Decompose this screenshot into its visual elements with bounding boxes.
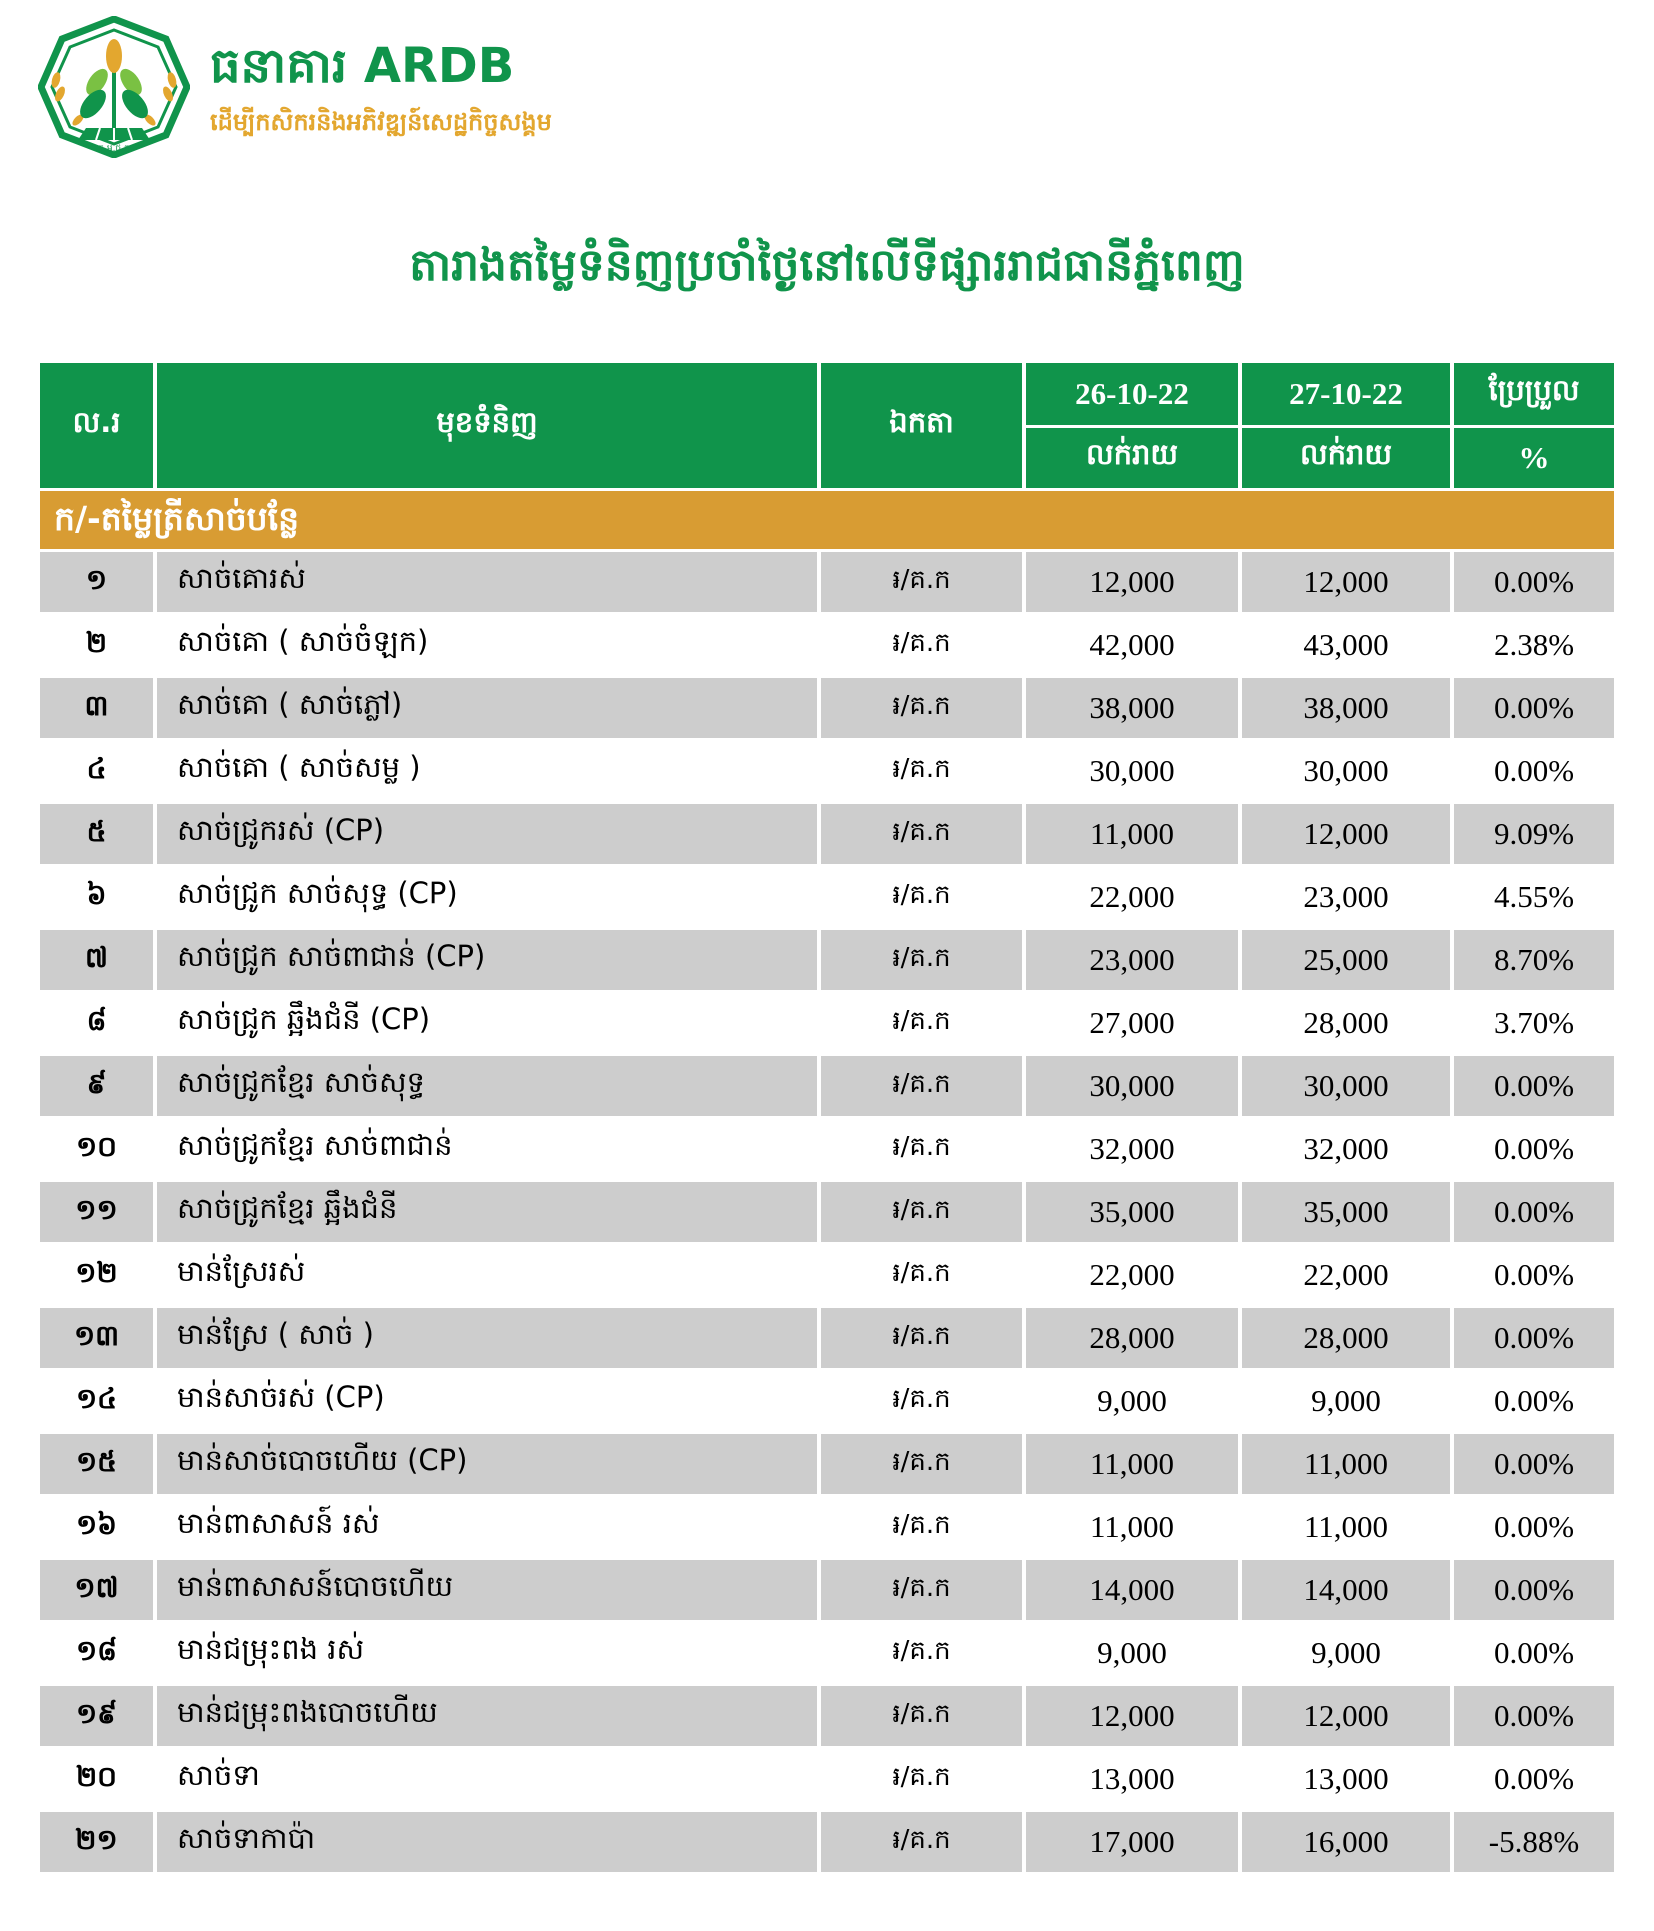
price-27-10-22-cell: 9,000 <box>1311 1635 1381 1670</box>
change-percent-cell: 0.00% <box>1454 1434 1614 1494</box>
price-26-10-22-cell: 12,000 <box>1026 1686 1238 1746</box>
section-header: ក/-តម្លៃត្រីសាច់បន្លែ <box>40 491 1614 549</box>
row-number-cell: ៩ <box>40 1056 153 1116</box>
item-name-cell: សាច់គោរស់ <box>157 552 817 612</box>
table-row <box>40 993 1614 1053</box>
row-number-cell: ៧ <box>40 930 153 990</box>
row-number-cell: ១៤ <box>75 1381 117 1415</box>
unit-cell: ៛/គ.ក <box>892 1258 951 1288</box>
price-26-10-22-cell: 23,000 <box>1026 930 1238 990</box>
unit-cell: ៛/គ.ក <box>821 1686 1022 1746</box>
unit-cell: ៛/គ.ក <box>892 1510 951 1540</box>
price-26-10-22-cell: 12,000 <box>1026 552 1238 612</box>
row-number-cell: ២ <box>85 625 108 659</box>
unit-cell: ៛/គ.ក <box>892 880 951 910</box>
change-percent-cell: 0.00% <box>1454 552 1614 612</box>
unit-cell: ៛/គ.ក <box>821 1434 1022 1494</box>
unit-cell: ៛/គ.ក <box>821 804 1022 864</box>
item-name-cell: សាច់គោ ( សាច់ចំឡក) <box>177 624 429 658</box>
unit-cell: ៛/គ.ក <box>892 754 951 784</box>
item-name-cell: សាច់ជ្រូក សាច់សុទ្ធ (CP) <box>177 876 458 910</box>
price-27-10-22-cell: 22,000 <box>1303 1257 1389 1292</box>
unit-cell: ៛/គ.ក <box>821 1056 1022 1116</box>
table-body <box>40 552 1614 1872</box>
unit-cell: ៛/គ.ក <box>821 1308 1022 1368</box>
bank-logo <box>38 16 552 162</box>
ardb-emblem-icon <box>38 16 190 162</box>
price-26-10-22-cell: 22,000 <box>1089 879 1175 914</box>
price-27-10-22-cell: 35,000 <box>1242 1182 1450 1242</box>
item-name-cell: សាច់ជ្រូករស់ (CP) <box>157 804 817 864</box>
change-percent-cell: 2.38% <box>1493 627 1575 662</box>
price-26-10-22-cell: 11,000 <box>1089 1509 1175 1544</box>
unit-cell: ៛/គ.ក <box>821 1560 1022 1620</box>
change-percent-cell: 8.70% <box>1454 930 1614 990</box>
price-27-10-22-cell: 12,000 <box>1242 552 1450 612</box>
unit-cell: ៛/គ.ក <box>892 1132 951 1162</box>
change-percent-cell: 0.00% <box>1454 1560 1614 1620</box>
row-number-cell: ១ <box>40 552 153 612</box>
table-row <box>40 804 1614 864</box>
table-row <box>40 1812 1614 1872</box>
price-27-10-22-cell: 30,000 <box>1303 753 1389 788</box>
item-name-cell: សាច់ជ្រូកខ្មែរ សាច់ពាជាន់ <box>177 1128 453 1162</box>
item-name-cell: សាច់ជ្រូក ឆ្អឹងជំនី (CP) <box>177 1002 431 1036</box>
price-26-10-22-cell: 32,000 <box>1089 1131 1175 1166</box>
table-row <box>40 1182 1614 1242</box>
change-percent-cell: 0.00% <box>1454 1182 1614 1242</box>
price-26-10-22-cell: 22,000 <box>1089 1257 1175 1292</box>
change-percent-cell: 9.09% <box>1454 804 1614 864</box>
change-percent-cell: 0.00% <box>1493 1383 1575 1418</box>
unit-cell: ៛/គ.ក <box>821 930 1022 990</box>
price-27-10-22-cell: 14,000 <box>1242 1560 1450 1620</box>
row-number-cell: ១៣ <box>40 1308 153 1368</box>
header-percent: % <box>1454 428 1614 488</box>
header-retail-2: លក់រាយ <box>1242 428 1450 488</box>
change-percent-cell: 0.00% <box>1493 1509 1575 1544</box>
emblem-caption: ធ.អ.ជ.ក <box>98 144 130 154</box>
price-26-10-22-cell: 13,000 <box>1089 1761 1175 1796</box>
price-27-10-22-cell: 28,000 <box>1303 1005 1389 1040</box>
change-percent-cell: 0.00% <box>1493 1131 1575 1166</box>
price-26-10-22-cell: 38,000 <box>1026 678 1238 738</box>
price-27-10-22-cell: 28,000 <box>1242 1308 1450 1368</box>
table-row <box>40 552 1614 612</box>
row-number-cell: ២១ <box>40 1812 153 1872</box>
item-name-cell: មាន់ពាសាសន៍ រស់ <box>177 1506 380 1540</box>
table-row <box>40 1749 1614 1809</box>
row-number-cell: ១៥ <box>40 1434 153 1494</box>
unit-cell: ៛/គ.ក <box>892 1006 951 1036</box>
change-percent-cell: 0.00% <box>1493 1635 1575 1670</box>
row-number-cell: ១២ <box>75 1255 118 1289</box>
table-row <box>40 1497 1614 1557</box>
table-row <box>40 930 1614 990</box>
table-row <box>40 1245 1614 1305</box>
price-27-10-22-cell: 13,000 <box>1303 1761 1389 1796</box>
table-row <box>40 1623 1614 1683</box>
header-retail-1: លក់រាយ <box>1026 428 1238 488</box>
table-row <box>40 1371 1614 1431</box>
price-26-10-22-cell: 17,000 <box>1026 1812 1238 1872</box>
table-row <box>40 1056 1614 1116</box>
change-percent-cell: 0.00% <box>1454 1308 1614 1368</box>
price-26-10-22-cell: 14,000 <box>1026 1560 1238 1620</box>
table-header <box>40 363 1614 488</box>
price-26-10-22-cell: 30,000 <box>1026 1056 1238 1116</box>
change-percent-cell: 0.00% <box>1454 1686 1614 1746</box>
table-row <box>40 867 1614 927</box>
header-no: ល.រ <box>40 363 153 488</box>
table-row <box>40 615 1614 675</box>
change-percent-cell: 0.00% <box>1493 1257 1575 1292</box>
unit-cell: ៛/គ.ក <box>892 628 951 658</box>
table-row <box>40 1560 1614 1620</box>
item-name-cell: មាន់សាច់បោចហើយ (CP) <box>157 1434 817 1494</box>
price-26-10-22-cell: 9,000 <box>1097 1635 1167 1670</box>
bank-name: ធនាគារ ARDB <box>210 38 515 94</box>
item-name-cell: មាន់ជម្រុះពង រស់ <box>177 1632 365 1666</box>
price-table <box>40 363 1614 1872</box>
table-row <box>40 678 1614 738</box>
price-26-10-22-cell: 11,000 <box>1026 1434 1238 1494</box>
unit-cell: ៛/គ.ក <box>821 1812 1022 1872</box>
change-percent-cell: -5.88% <box>1454 1812 1614 1872</box>
price-26-10-22-cell: 28,000 <box>1026 1308 1238 1368</box>
unit-cell: ៛/គ.ក <box>821 1182 1022 1242</box>
change-percent-cell: 0.00% <box>1493 1761 1575 1796</box>
table-row <box>40 1119 1614 1179</box>
item-name-cell: មាន់សាច់រស់ (CP) <box>177 1380 385 1414</box>
price-27-10-22-cell: 16,000 <box>1242 1812 1450 1872</box>
unit-cell: ៛/គ.ក <box>821 552 1022 612</box>
price-27-10-22-cell: 11,000 <box>1303 1509 1389 1544</box>
price-27-10-22-cell: 23,000 <box>1303 879 1389 914</box>
price-26-10-22-cell: 27,000 <box>1089 1005 1175 1040</box>
row-number-cell: ៣ <box>40 678 153 738</box>
item-name-cell: សាច់ទា <box>177 1758 260 1792</box>
row-number-cell: ១៩ <box>40 1686 153 1746</box>
change-percent-cell: 3.70% <box>1493 1005 1575 1040</box>
row-number-cell: ២០ <box>75 1759 117 1793</box>
price-27-10-22-cell: 12,000 <box>1242 804 1450 864</box>
bank-tagline: ដើម្បីកសិករនិងអភិវឌ្ឍន៍សេដ្ឋកិច្ចសង្គម <box>210 107 552 136</box>
row-number-cell: ៨ <box>86 1003 107 1037</box>
row-number-cell: ៥ <box>40 804 153 864</box>
header-unit: ឯកតា <box>821 363 1022 488</box>
price-27-10-22-cell: 38,000 <box>1242 678 1450 738</box>
item-name-cell: មាន់ស្រែរស់ <box>177 1254 306 1288</box>
item-name-cell: សាច់គោ ( សាច់សម្ល ) <box>177 750 421 784</box>
table-row <box>40 1308 1614 1368</box>
change-percent-cell: 4.55% <box>1493 879 1575 914</box>
header-item: មុខទំនិញ <box>157 363 817 488</box>
item-name-cell: សាច់គោ ( សាច់ភ្លៅ) <box>157 678 817 738</box>
item-name-cell: មាន់ពាសាសន៍បោចហើយ <box>157 1560 817 1620</box>
price-27-10-22-cell: 30,000 <box>1242 1056 1450 1116</box>
item-name-cell: សាច់ជ្រូកខ្មែរ សាច់សុទ្ធ <box>157 1056 817 1116</box>
unit-cell: ៛/គ.ក <box>892 1384 951 1414</box>
price-27-10-22-cell: 32,000 <box>1303 1131 1389 1166</box>
price-26-10-22-cell: 35,000 <box>1026 1182 1238 1242</box>
item-name-cell: សាច់ទាកាប៉ា <box>157 1812 817 1872</box>
table-row <box>40 1434 1614 1494</box>
unit-cell: ៛/គ.ក <box>892 1636 951 1666</box>
item-name-cell: សាច់ជ្រូក សាច់ពាជាន់ (CP) <box>157 930 817 990</box>
row-number-cell: ១៦ <box>75 1507 117 1541</box>
price-26-10-22-cell: 30,000 <box>1089 753 1175 788</box>
price-27-10-22-cell: 25,000 <box>1242 930 1450 990</box>
row-number-cell: ៦ <box>86 877 107 911</box>
price-26-10-22-cell: 42,000 <box>1089 627 1175 662</box>
header-date-1: 26-10-22 <box>1026 363 1238 425</box>
unit-cell: ៛/គ.ក <box>821 678 1022 738</box>
price-27-10-22-cell: 11,000 <box>1242 1434 1450 1494</box>
change-percent-cell: 0.00% <box>1454 1056 1614 1116</box>
price-26-10-22-cell: 11,000 <box>1026 804 1238 864</box>
header-change: ប្រែប្រួល <box>1454 363 1614 425</box>
price-27-10-22-cell: 43,000 <box>1303 627 1389 662</box>
unit-cell: ៛/គ.ក <box>892 1762 951 1792</box>
row-number-cell: ១៨ <box>75 1633 117 1667</box>
price-26-10-22-cell: 9,000 <box>1097 1383 1167 1418</box>
table-row <box>40 1686 1614 1746</box>
table-row <box>40 741 1614 801</box>
page-title: តារាងតម្លៃទំនិញប្រចាំថ្ងៃនៅលើទីផ្សាររាជធានីភ្នំពេញ <box>409 240 1245 291</box>
row-number-cell: ១១ <box>40 1182 153 1242</box>
item-name-cell: មាន់ស្រែ ( សាច់ ) <box>157 1308 817 1368</box>
price-27-10-22-cell: 12,000 <box>1242 1686 1450 1746</box>
row-number-cell: ១០ <box>75 1129 117 1163</box>
header-date-2: 27-10-22 <box>1242 363 1450 425</box>
change-percent-cell: 0.00% <box>1493 753 1575 788</box>
change-percent-cell: 0.00% <box>1454 678 1614 738</box>
row-number-cell: ១៧ <box>40 1560 153 1620</box>
row-number-cell: ៤ <box>86 751 107 785</box>
price-27-10-22-cell: 9,000 <box>1311 1383 1381 1418</box>
item-name-cell: សាច់ជ្រូកខ្មែរ ឆ្អឹងជំនី <box>157 1182 817 1242</box>
item-name-cell: មាន់ជម្រុះពងបោចហើយ <box>157 1686 817 1746</box>
